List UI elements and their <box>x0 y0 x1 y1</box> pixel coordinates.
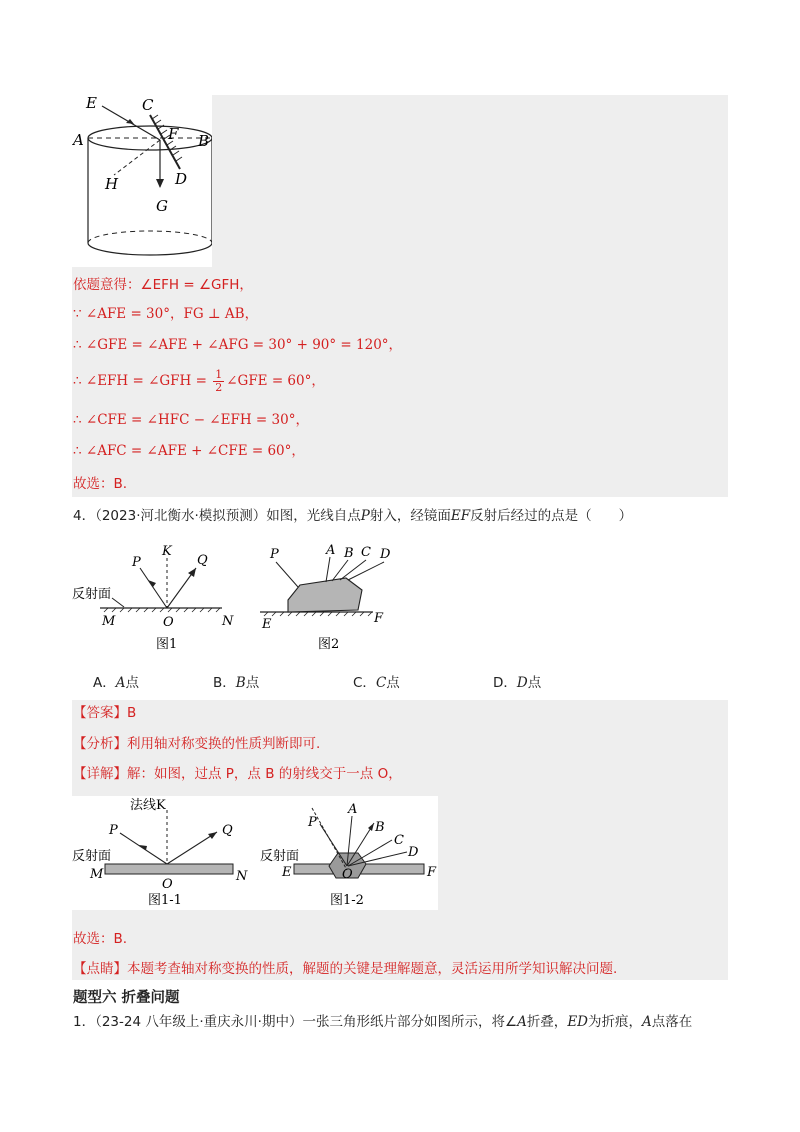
question-1 <box>73 1012 692 1032</box>
q1-text-b: 折叠， <box>526 1014 568 1030</box>
fig1-K: K <box>162 544 172 559</box>
answer-line <box>73 703 136 723</box>
fig11-N: N <box>236 869 248 884</box>
fig1-M: M <box>102 614 116 629</box>
fig1-Q: Q <box>197 553 208 568</box>
q1-point: A <box>642 1014 652 1030</box>
fig11-M: M <box>90 867 104 882</box>
q4-mirror: EF <box>450 508 471 524</box>
fig2-B: B <box>344 546 354 561</box>
option-b-suffix: 点 <box>245 675 260 691</box>
option-a-letter: A． <box>93 675 116 691</box>
q1-text-c: 为折痕， <box>588 1014 642 1030</box>
option-c[interactable] <box>353 673 400 693</box>
solution-line-4 <box>73 366 325 396</box>
fig12-reflect-label: 反射面 <box>260 849 300 864</box>
q4-point-p: P <box>360 508 370 524</box>
fig1-P: P <box>132 555 141 570</box>
option-a[interactable] <box>93 673 139 693</box>
comment-text: 本题考查轴对称变换的性质，解题的关键是理解题意，灵活运用所学知识解决问题. <box>127 961 618 977</box>
figure-1 <box>72 540 252 655</box>
q4-text-mid: 射入，经镜面 <box>369 508 451 524</box>
solution-line-4a: ∴ ∠EFH = ∠GFH = <box>73 373 212 389</box>
fig11-caption: 图1-1 <box>148 893 182 908</box>
fig11-reflect-label: 反射面 <box>72 849 112 864</box>
answer-value: B <box>127 705 137 721</box>
fig2-E: E <box>262 617 272 632</box>
fig12-caption: 图1-2 <box>330 893 364 908</box>
fig12-B: B <box>375 820 385 835</box>
label-C: C <box>142 96 154 114</box>
detail-text: 解：如图，过点 P，点 B 的射线交于一点 O， <box>127 766 402 782</box>
fig2-A: A <box>326 543 336 558</box>
label-D: D <box>175 170 188 188</box>
answer-tag: 【答案】 <box>73 705 127 721</box>
option-d[interactable] <box>493 673 541 693</box>
choice-line: 故选：B. <box>73 931 128 947</box>
q1-number: 1． <box>73 1014 96 1030</box>
q4-number: 4． <box>73 508 96 524</box>
fraction-numerator: 1 <box>215 368 223 381</box>
option-c-suffix: 点 <box>386 675 400 691</box>
label-E: E <box>86 95 97 112</box>
comment-tag: 【点睛】 <box>73 961 127 977</box>
solution-line-1: 依题意得：∠EFH = ∠GFH， <box>73 277 253 293</box>
q1-angle: A <box>517 1014 527 1030</box>
fig2-C: C <box>361 545 371 560</box>
option-b-letter: B． <box>213 675 236 691</box>
option-b-point: B <box>235 675 246 691</box>
fraction <box>213 369 224 394</box>
option-d-suffix: 点 <box>527 675 542 691</box>
figure-1-1-and-1-2 <box>72 796 438 910</box>
analysis-line <box>73 734 320 754</box>
fig1-reflect-label: 反射面 <box>72 587 112 602</box>
option-d-point: D <box>516 675 528 691</box>
fig2-P: P <box>270 547 279 562</box>
section-title: 题型六 折叠问题 <box>73 990 180 1006</box>
label-G: G <box>156 197 168 215</box>
fig12-O: O <box>342 867 353 882</box>
solution-line-4b: ∠GFE = 60°， <box>226 373 325 389</box>
option-a-point: A <box>115 675 126 691</box>
option-d-letter: D． <box>493 675 517 691</box>
analysis-text: 利用轴对称变换的性质判断即可. <box>127 736 321 752</box>
fig2-D: D <box>380 547 391 562</box>
fig12-D: D <box>408 845 419 860</box>
fig12-F: F <box>427 865 437 880</box>
option-b[interactable] <box>213 673 259 693</box>
fig11-O: O <box>162 877 173 892</box>
fig12-E: E <box>282 865 292 880</box>
fig12-P: P <box>308 815 317 830</box>
label-A: A <box>73 131 84 149</box>
q1-text-a: （23-24 八年级上·重庆永川·期中）一张三角形纸片部分如图所示，将∠ <box>95 1014 518 1030</box>
figure-2 <box>258 540 398 655</box>
q4-source: （2023·河北衡水·模拟预测）如图，光线自点 <box>95 508 361 524</box>
fig2-caption: 图2 <box>318 637 340 652</box>
fig12-C: C <box>394 833 404 848</box>
q1-text-d: 点落在 <box>651 1014 693 1030</box>
solution-line-7: 故选：B. <box>73 476 128 492</box>
fraction-denominator: 2 <box>215 381 223 394</box>
fig1-N: N <box>222 614 234 629</box>
fig11-P: P <box>109 823 118 838</box>
fig1-caption: 图1 <box>156 637 178 652</box>
solution-line-2: ∵ ∠AFE = 30°，FG ⊥ AB， <box>73 306 259 322</box>
option-c-point: C <box>375 675 387 691</box>
label-B: B <box>198 132 210 150</box>
fig2-F: F <box>374 611 384 626</box>
solution-line-5: ∴ ∠CFE = ∠HFC − ∠EFH = 30°， <box>73 412 309 428</box>
q4-text-end: 反射后经过的点是（ ） <box>470 508 633 524</box>
label-H: H <box>105 175 119 193</box>
option-c-letter: C． <box>353 675 376 691</box>
analysis-tag: 【分析】 <box>73 736 127 752</box>
solution-line-3: ∴ ∠GFE = ∠AFE + ∠AFG = 30° + 90° = 120°， <box>73 337 403 353</box>
detail-line <box>73 764 402 784</box>
label-F: F <box>168 125 179 143</box>
option-a-suffix: 点 <box>125 675 139 691</box>
question-4 <box>73 506 632 526</box>
fig1-O: O <box>163 615 174 630</box>
detail-tag: 【详解】 <box>73 766 127 782</box>
fig11-normal-label: 法线K <box>130 798 166 813</box>
fig12-A: A <box>348 802 358 817</box>
fig11-Q: Q <box>222 823 233 838</box>
q1-crease: ED <box>567 1014 588 1030</box>
cylinder-figure <box>72 95 212 267</box>
comment-line <box>73 959 617 979</box>
solution-line-6: ∴ ∠AFC = ∠AFE + ∠CFE = 60°， <box>73 443 305 459</box>
